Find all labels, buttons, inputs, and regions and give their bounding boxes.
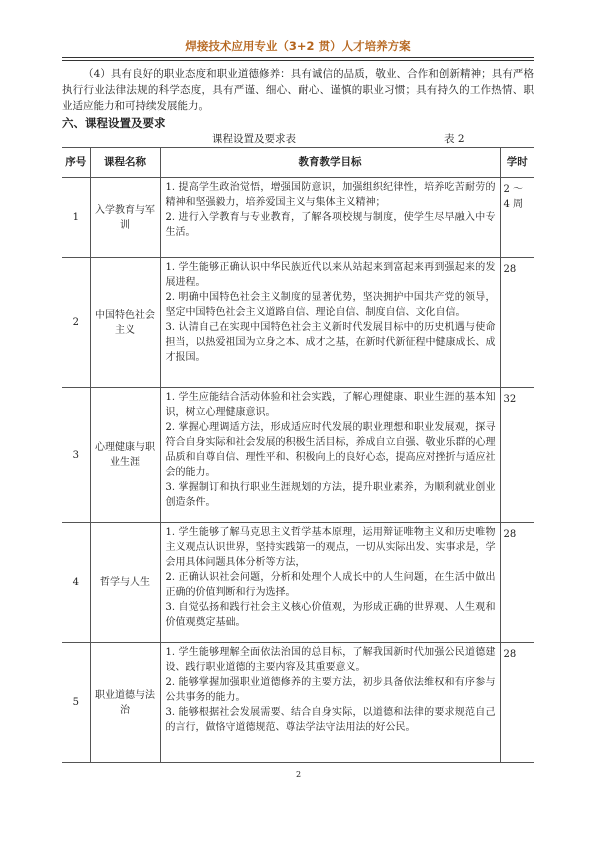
- header-no: 序号: [62, 148, 90, 178]
- table-caption-number: 表 2: [444, 133, 465, 145]
- row-course-name: 中国特色社会主义: [90, 258, 160, 388]
- header-course-name: 课程名称: [90, 148, 160, 178]
- row-goals: [160, 258, 500, 388]
- table-caption-title: 课程设置及要求表: [212, 133, 296, 145]
- table-row: [62, 388, 534, 523]
- row-hours: 28: [500, 643, 534, 763]
- table-row: [62, 258, 534, 388]
- table-header-row: [62, 148, 534, 178]
- table-caption: [62, 131, 534, 147]
- row-course-name: 职业道德与法治: [90, 643, 160, 763]
- row-no: 4: [62, 523, 90, 643]
- row-goals: [160, 523, 500, 643]
- course-table: [62, 147, 534, 763]
- goal-item: 2. 进行入学教育与专业教育，了解各项校规与制度，使学生尽早融入中专生活。: [165, 212, 496, 238]
- goal-item: 1. 学生能够了解马克思主义哲学基本原理，运用辩证唯物主义和历史唯物主义观点认识世界，坚持实践第一的观点，一切从实际出发、实事求是，学会用具体问题具体分析等方法，: [165, 527, 496, 568]
- row-goals: [160, 178, 500, 258]
- section-heading: 六、课程设置及要求: [62, 116, 166, 130]
- goal-item: 1. 学生能够理解全面依法治国的总目标，了解我国新时代加强公民道德建设、践行职业道德的主要内容及其重要意义。: [165, 647, 496, 673]
- row-hours: 28: [500, 523, 534, 643]
- row-no: 1: [62, 178, 90, 258]
- goal-item: 2. 正确认识社会问题，分析和处理个人成长中的人生问题，在生活中做出正确的价值判断和行为选择。: [165, 572, 496, 598]
- row-no: 2: [62, 258, 90, 388]
- goal-item: 1. 学生应能结合活动体验和社会实践，了解心理健康、职业生涯的基本知识，树立心理健康意识。: [165, 392, 496, 418]
- goal-item: 2. 明确中国特色社会主义制度的显著优势，坚决拥护中国共产党的领导，坚定中国特色社会主义道路自信、理论自信、制度自信、文化自信。: [165, 292, 496, 318]
- row-hours: 28: [500, 258, 534, 388]
- goal-item: 3. 自觉弘扬和践行社会主义核心价值观，为形成正确的世界观、人生观和价值观奠定基础。: [165, 602, 496, 628]
- row-course-name: 心理健康与职业生涯: [90, 388, 160, 523]
- goal-item: 3. 掌握制订和执行职业生涯规划的方法，提升职业素养，为顺利就业创业创造条件。: [165, 482, 496, 508]
- goal-item: 2. 能够掌握加强职业道德修养的主要方法，初步具备依法维权和有序参与公共事务的能力。: [165, 677, 496, 703]
- goal-item: 3. 能够根据社会发展需要、结合自身实际，以道德和法律的要求规范自己的言行，做恪守道德规范、尊法学法守法用法的好公民。: [165, 707, 496, 733]
- header-hours: 学时: [500, 148, 534, 178]
- row-course-name: 哲学与人生: [90, 523, 160, 643]
- row-no: 5: [62, 643, 90, 763]
- row-goals: [160, 388, 500, 523]
- row-hours: 2 ～ 4 周: [500, 178, 534, 258]
- row-hours: 32: [500, 388, 534, 523]
- table-row: [62, 643, 534, 763]
- goal-item: 2. 掌握心理调适方法，形成适应时代发展的职业理想和职业发展观，探寻符合自身实际和社会发展的积极生活目标，养成自立自强、敬业乐群的心理品质和自尊自信、理性平和、积极向上的良好心态，提高应对挫折与适应社会的能力。: [165, 422, 496, 478]
- row-goals: [160, 643, 500, 763]
- goal-item: 1. 学生能够正确认识中华民族近代以来从站起来到富起来再到强起来的发展进程。: [165, 262, 496, 288]
- table-row: [62, 523, 534, 643]
- header-goals: 教育教学目标: [160, 148, 500, 178]
- goal-item: 3. 认清自己在实现中国特色社会主义新时代发展目标中的历史机遇与使命担当，以热爱祖国为立身之本、成才之基，在新时代新征程中健康成长、成才报国。: [165, 322, 496, 363]
- page-number: 2: [295, 770, 302, 779]
- table-row: [62, 178, 534, 258]
- row-no: 3: [62, 388, 90, 523]
- goal-item: 1. 提高学生政治觉悟，增强国防意识，加强组织纪律性，培养吃苦耐劳的精神和坚强毅力，培养爱国主义与集体主义精神；: [165, 182, 496, 208]
- intro-paragraph: （4）具有良好的职业态度和职业道德修养：具有诚信的品质，敬业、合作和创新精神；具有严格执行行业法律法规的科学态度，具有严谨、细心、耐心、谨慎的职业习惯；具有持久的工作热情、职业适应能力和可持续发展能力。: [62, 68, 534, 112]
- page-header-title: 焊接技术应用专业（3+2 贯）人才培养方案: [62, 38, 534, 58]
- row-course-name: 入学教育与军训: [90, 178, 160, 258]
